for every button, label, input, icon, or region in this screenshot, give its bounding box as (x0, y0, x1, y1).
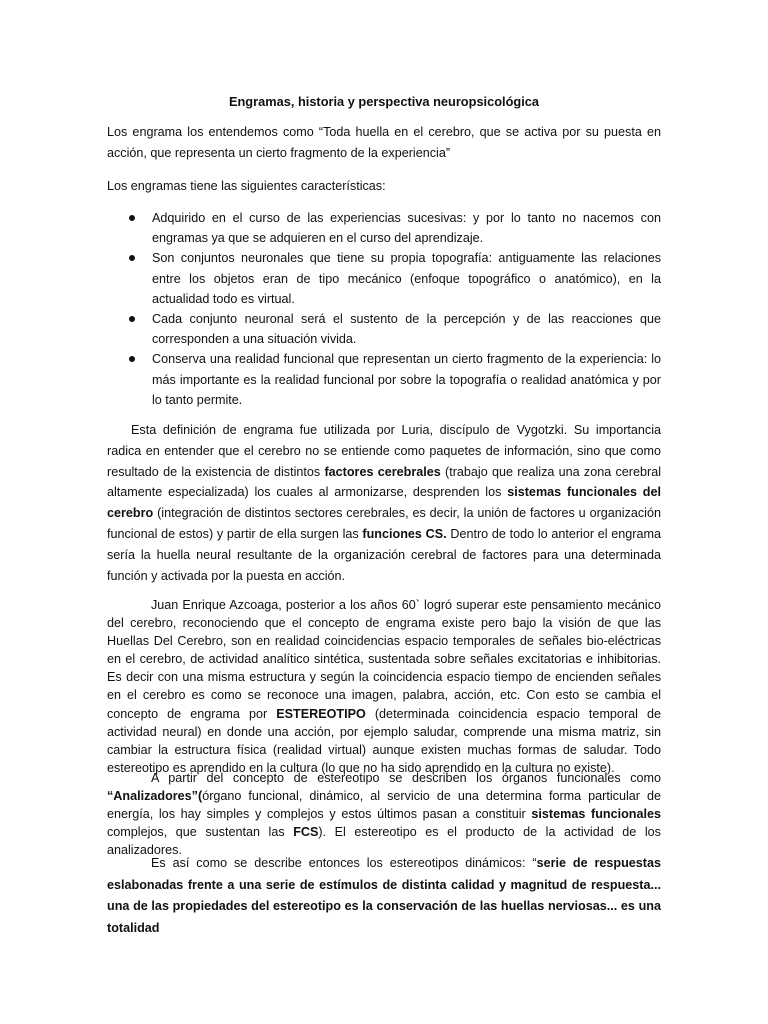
text-run: órgano funcional, dinámico, al servicio de una determina forma particular de energía, los hay simples y complejos y estos últimos pasan a constituir (107, 789, 661, 822)
list-item-text: Cada conjunto neuronal será el sustento de la percepción y de las reacciones que corresponden a una situación vivida. (152, 312, 661, 347)
text-run: complejos, que sustentan las (107, 825, 294, 840)
text-run: (trabajo que realiza una zona cerebral altamente especializada) los cuales al armonizarse, desprenden los (107, 464, 662, 500)
list-item-text: Conserva una realidad funcional que representan un cierto fragmento de la experiencia: lo más importante es la realidad funcional por sobre la topografía o realidad anatómica y por lo tanto permite. (152, 352, 661, 407)
bullet-icon (129, 356, 135, 362)
bold-term: sistemas funcionales (531, 807, 661, 822)
list-item-text: Son conjuntos neuronales que tiene su propia topografía: antiguamente las relaciones entre los objetos eran de tipo mecánico (enfoque topográfico o anatómico), en la actualidad todo es virtual. (152, 251, 661, 306)
luria-paragraph (107, 420, 661, 586)
text-run: Dentro de todo lo anterior el engrama sería la huella neural resultante de la organización cerebral de factores para una determinada función y activada por la puesta en acción. (107, 526, 662, 583)
azcoaga-paragraph (107, 596, 661, 777)
list-item-text: Adquirido en el curso de las experiencias sucesivas: y por lo tanto no nacemos con engramas ya que se adquieren en el curso del aprendizaje. (152, 211, 661, 246)
bold-term: FCS (293, 825, 319, 840)
text-run: A partir del concepto de estereotipo se describen los órganos funcionales como (151, 771, 661, 785)
text-run: Es así como se describe entonces los estereotipos dinámicos: “ (151, 856, 537, 870)
text-run: Esta definición de engrama fue utilizada por Luria, discípulo de Vygotzki. Su importancia radica en entender que el cerebro no se entiende como paquetes de información, sino que como resultado de la existencia de distintos (107, 423, 661, 479)
list-item (107, 349, 661, 410)
bullet-icon (129, 215, 135, 221)
analizadores-paragraph (107, 769, 661, 859)
text-run: ). El estereotipo es el producto de la actividad de los analizadores. (107, 825, 661, 858)
text-run: (determinada coincidencia espacio temporal de actividad neural) en donde una acción, por ejemplo saludar, comprende una misma matriz, sin cambiar la estructura física (realidad virtual) aunque existen muchas formas de saludar. Todo estereotipo es aprendido en la cultura (lo que no ha sido aprendido en la cultura no existe). (107, 706, 661, 775)
bullet-icon (129, 255, 135, 261)
list-item (107, 208, 661, 248)
bullet-icon (129, 316, 135, 322)
bold-term: “Analizadores”( (107, 789, 203, 804)
list-item (107, 248, 661, 309)
intro-paragraph: Los engrama los entendemos como “Toda huella en el cerebro, que se activa por su puesta en acción, que representa un cierto fragmento de la experiencia” (107, 125, 661, 160)
document-title: Engramas, historia y perspectiva neuropsicológica (228, 94, 540, 109)
dinamicos-paragraph (107, 853, 661, 939)
text-run: Juan Enrique Azcoaga, posterior a los años 60` logró superar este pensamiento mecánico del cerebro, reconociendo que el concepto de engrama existe pero bajo la visión de que las Huellas Del Cerebro, son en realidad coincidencias espacio temporales de señales bio-eléctricas en el cerebro, de actividad analítico sintética, sustentada sobre señales excitatorias e inhibitorias. Es decir con una misma estructura y según la coincidencia espacio tiempo de encienden señales en el cerebro es como se reconoce una imagen, palabra, acción, etc. Con esto se cambia el concepto de engrama por (107, 598, 661, 721)
bold-term: sistemas funcionales del cerebro (107, 485, 661, 521)
bold-term: ESTEREOTIPO (276, 706, 366, 721)
list-item (107, 309, 661, 349)
bold-term: funciones CS. (362, 526, 447, 541)
text-run: (integración de distintos sectores cerebrales, es decir, la unión de factores u organización funcional de estos) y partir de ella surgen las (107, 506, 661, 541)
bold-term: factores cerebrales (324, 464, 441, 479)
characteristics-list (107, 208, 661, 410)
characteristics-intro: Los engramas tiene las siguientes características: (107, 179, 386, 193)
bold-term: serie de respuestas eslabonadas frente a una serie de estímulos de distinta calidad y magnitud de respuesta... una de las propiedades del estereotipo es la conservación de las huellas nerviosas... es una totalidad (107, 856, 661, 935)
